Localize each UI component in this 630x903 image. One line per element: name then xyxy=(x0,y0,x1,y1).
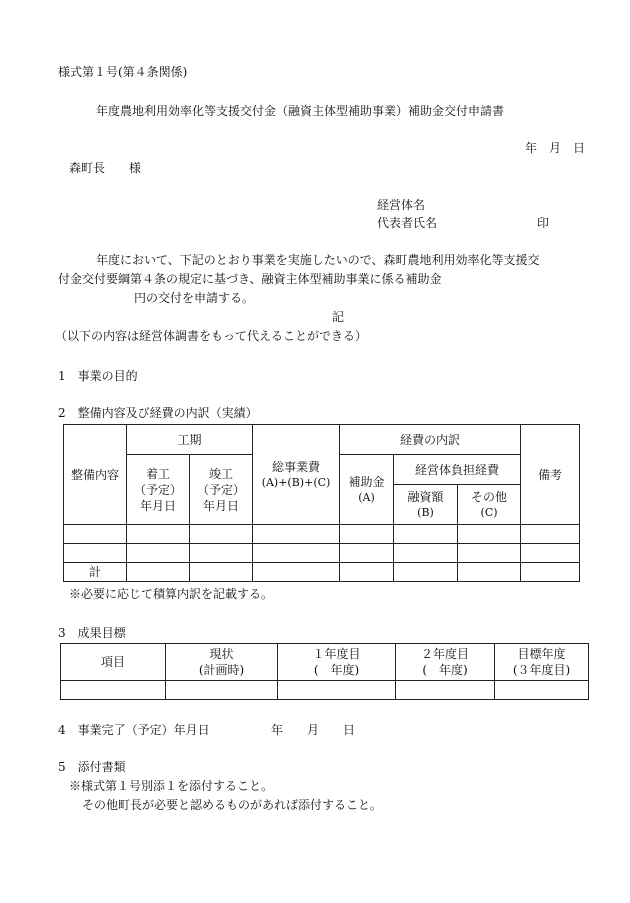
cell[interactable] xyxy=(394,525,458,544)
header-current xyxy=(166,644,278,681)
cell[interactable] xyxy=(394,544,458,563)
header-year1 xyxy=(278,644,396,681)
representative-label: 代表者氏名 xyxy=(377,216,438,230)
cell[interactable] xyxy=(64,525,127,544)
section-2-heading: 2 整備内容及び経費の内訳（実績） xyxy=(58,406,258,420)
year1-label: １年度目 xyxy=(312,647,361,661)
attachment-1: ※様式第１号別添１を添付すること。 xyxy=(69,779,274,793)
cell[interactable] xyxy=(396,681,495,700)
date-line: 年 月 日 xyxy=(525,141,586,155)
total-cost-label: 総事業費 xyxy=(272,459,321,474)
section-4-heading: 4 事業完了（予定）年月日 xyxy=(58,723,210,737)
cell[interactable] xyxy=(521,525,580,544)
header-item: 項目 xyxy=(61,644,166,681)
form-number: 様式第１号(第４条関係) xyxy=(58,65,188,79)
cell[interactable] xyxy=(458,544,521,563)
total-label: 計 xyxy=(64,563,127,582)
ki-heading: 記 xyxy=(332,310,345,324)
cell[interactable] xyxy=(166,681,278,700)
outcome-table xyxy=(60,643,589,700)
loan-code: (B) xyxy=(417,505,434,519)
other-label: その他 xyxy=(471,489,508,504)
cell[interactable] xyxy=(340,544,394,563)
note-top: （以下の内容は経営体調書をもって代えることができる） xyxy=(55,329,368,343)
other-code: (C) xyxy=(480,505,498,519)
header-remarks: 備考 xyxy=(521,425,580,525)
cell[interactable] xyxy=(521,544,580,563)
total-cost-formula: (A)+(B)+(C) xyxy=(261,475,331,489)
cell[interactable] xyxy=(190,525,253,544)
table-row xyxy=(61,681,589,700)
cell[interactable] xyxy=(64,544,127,563)
start-label: 着工 xyxy=(145,466,170,481)
header-burden: 経営体負担経費 xyxy=(394,455,521,485)
end-planned: （予定） xyxy=(197,482,246,497)
cell[interactable] xyxy=(253,563,340,582)
org-name-label: 経営体名 xyxy=(377,198,426,212)
header-loan xyxy=(394,485,458,525)
loan-label: 融資額 xyxy=(407,489,444,504)
target-note: (３年度目) xyxy=(512,663,571,677)
start-planned: （予定） xyxy=(133,482,182,497)
cell[interactable] xyxy=(340,525,394,544)
start-ymd: 年月日 xyxy=(139,498,176,513)
cell[interactable] xyxy=(190,563,253,582)
total-row xyxy=(64,563,580,582)
table-row xyxy=(64,544,580,563)
header-target xyxy=(495,644,589,681)
seal-mark: 印 xyxy=(537,216,550,230)
header-year2 xyxy=(396,644,495,681)
end-ymd: 年月日 xyxy=(203,498,240,513)
header-content: 整備内容 xyxy=(64,425,127,525)
cell[interactable] xyxy=(278,681,396,700)
cell[interactable] xyxy=(253,544,340,563)
body-line-1: 年度において、下記のとおり事業を実施したいので、森町農地利用効率化等支援交 xyxy=(96,253,540,267)
target-label: 目標年度 xyxy=(517,647,566,661)
document-title: 年度農地利用効率化等支援交付金（融資主体型補助事業）補助金交付申請書 xyxy=(96,104,505,118)
body-line-3: 円の交付を申請する。 xyxy=(134,291,255,305)
expense-table xyxy=(63,424,580,582)
subsidy-code: (A) xyxy=(358,490,375,504)
current-label: 現状 xyxy=(209,647,234,661)
attachment-2: その他町長が必要と認めるものがあれば添付すること。 xyxy=(82,798,383,812)
section-1-heading: 1 事業の目的 xyxy=(58,369,138,383)
header-period: 工期 xyxy=(127,425,253,455)
cell[interactable] xyxy=(458,563,521,582)
header-total-cost xyxy=(253,425,340,525)
cell[interactable] xyxy=(340,563,394,582)
table-row xyxy=(64,525,580,544)
note-breakdown: ※必要に応じて積算内訳を記載する。 xyxy=(69,587,274,601)
current-note: (計画時) xyxy=(198,663,245,677)
body-line-2: 付金交付要綱第４条の規定に基づき、融資主体型補助事業に係る補助金 xyxy=(58,272,442,286)
cell[interactable] xyxy=(253,525,340,544)
cell[interactable] xyxy=(394,563,458,582)
cell[interactable] xyxy=(495,681,589,700)
addressee: 森町長 様 xyxy=(69,161,142,175)
cell[interactable] xyxy=(127,563,190,582)
section-3-heading: 3 成果目標 xyxy=(58,626,126,640)
completion-date: 年 月 日 xyxy=(271,723,356,737)
year2-note: ( 年度) xyxy=(422,663,468,677)
header-breakdown: 経費の内訳 xyxy=(340,425,521,455)
year2-label: ２年度目 xyxy=(420,647,469,661)
year1-note: ( 年度) xyxy=(313,663,360,677)
cell[interactable] xyxy=(61,681,166,700)
cell[interactable] xyxy=(190,544,253,563)
end-label: 竣工 xyxy=(209,466,234,481)
cell[interactable] xyxy=(127,525,190,544)
cell[interactable] xyxy=(127,544,190,563)
header-start-date xyxy=(127,455,190,525)
subsidy-label: 補助金 xyxy=(348,474,385,489)
header-end-date xyxy=(190,455,253,525)
cell[interactable] xyxy=(458,525,521,544)
header-other xyxy=(458,485,521,525)
section-5-heading: 5 添付書類 xyxy=(58,760,126,774)
header-subsidy xyxy=(340,455,394,525)
cell[interactable] xyxy=(521,563,580,582)
